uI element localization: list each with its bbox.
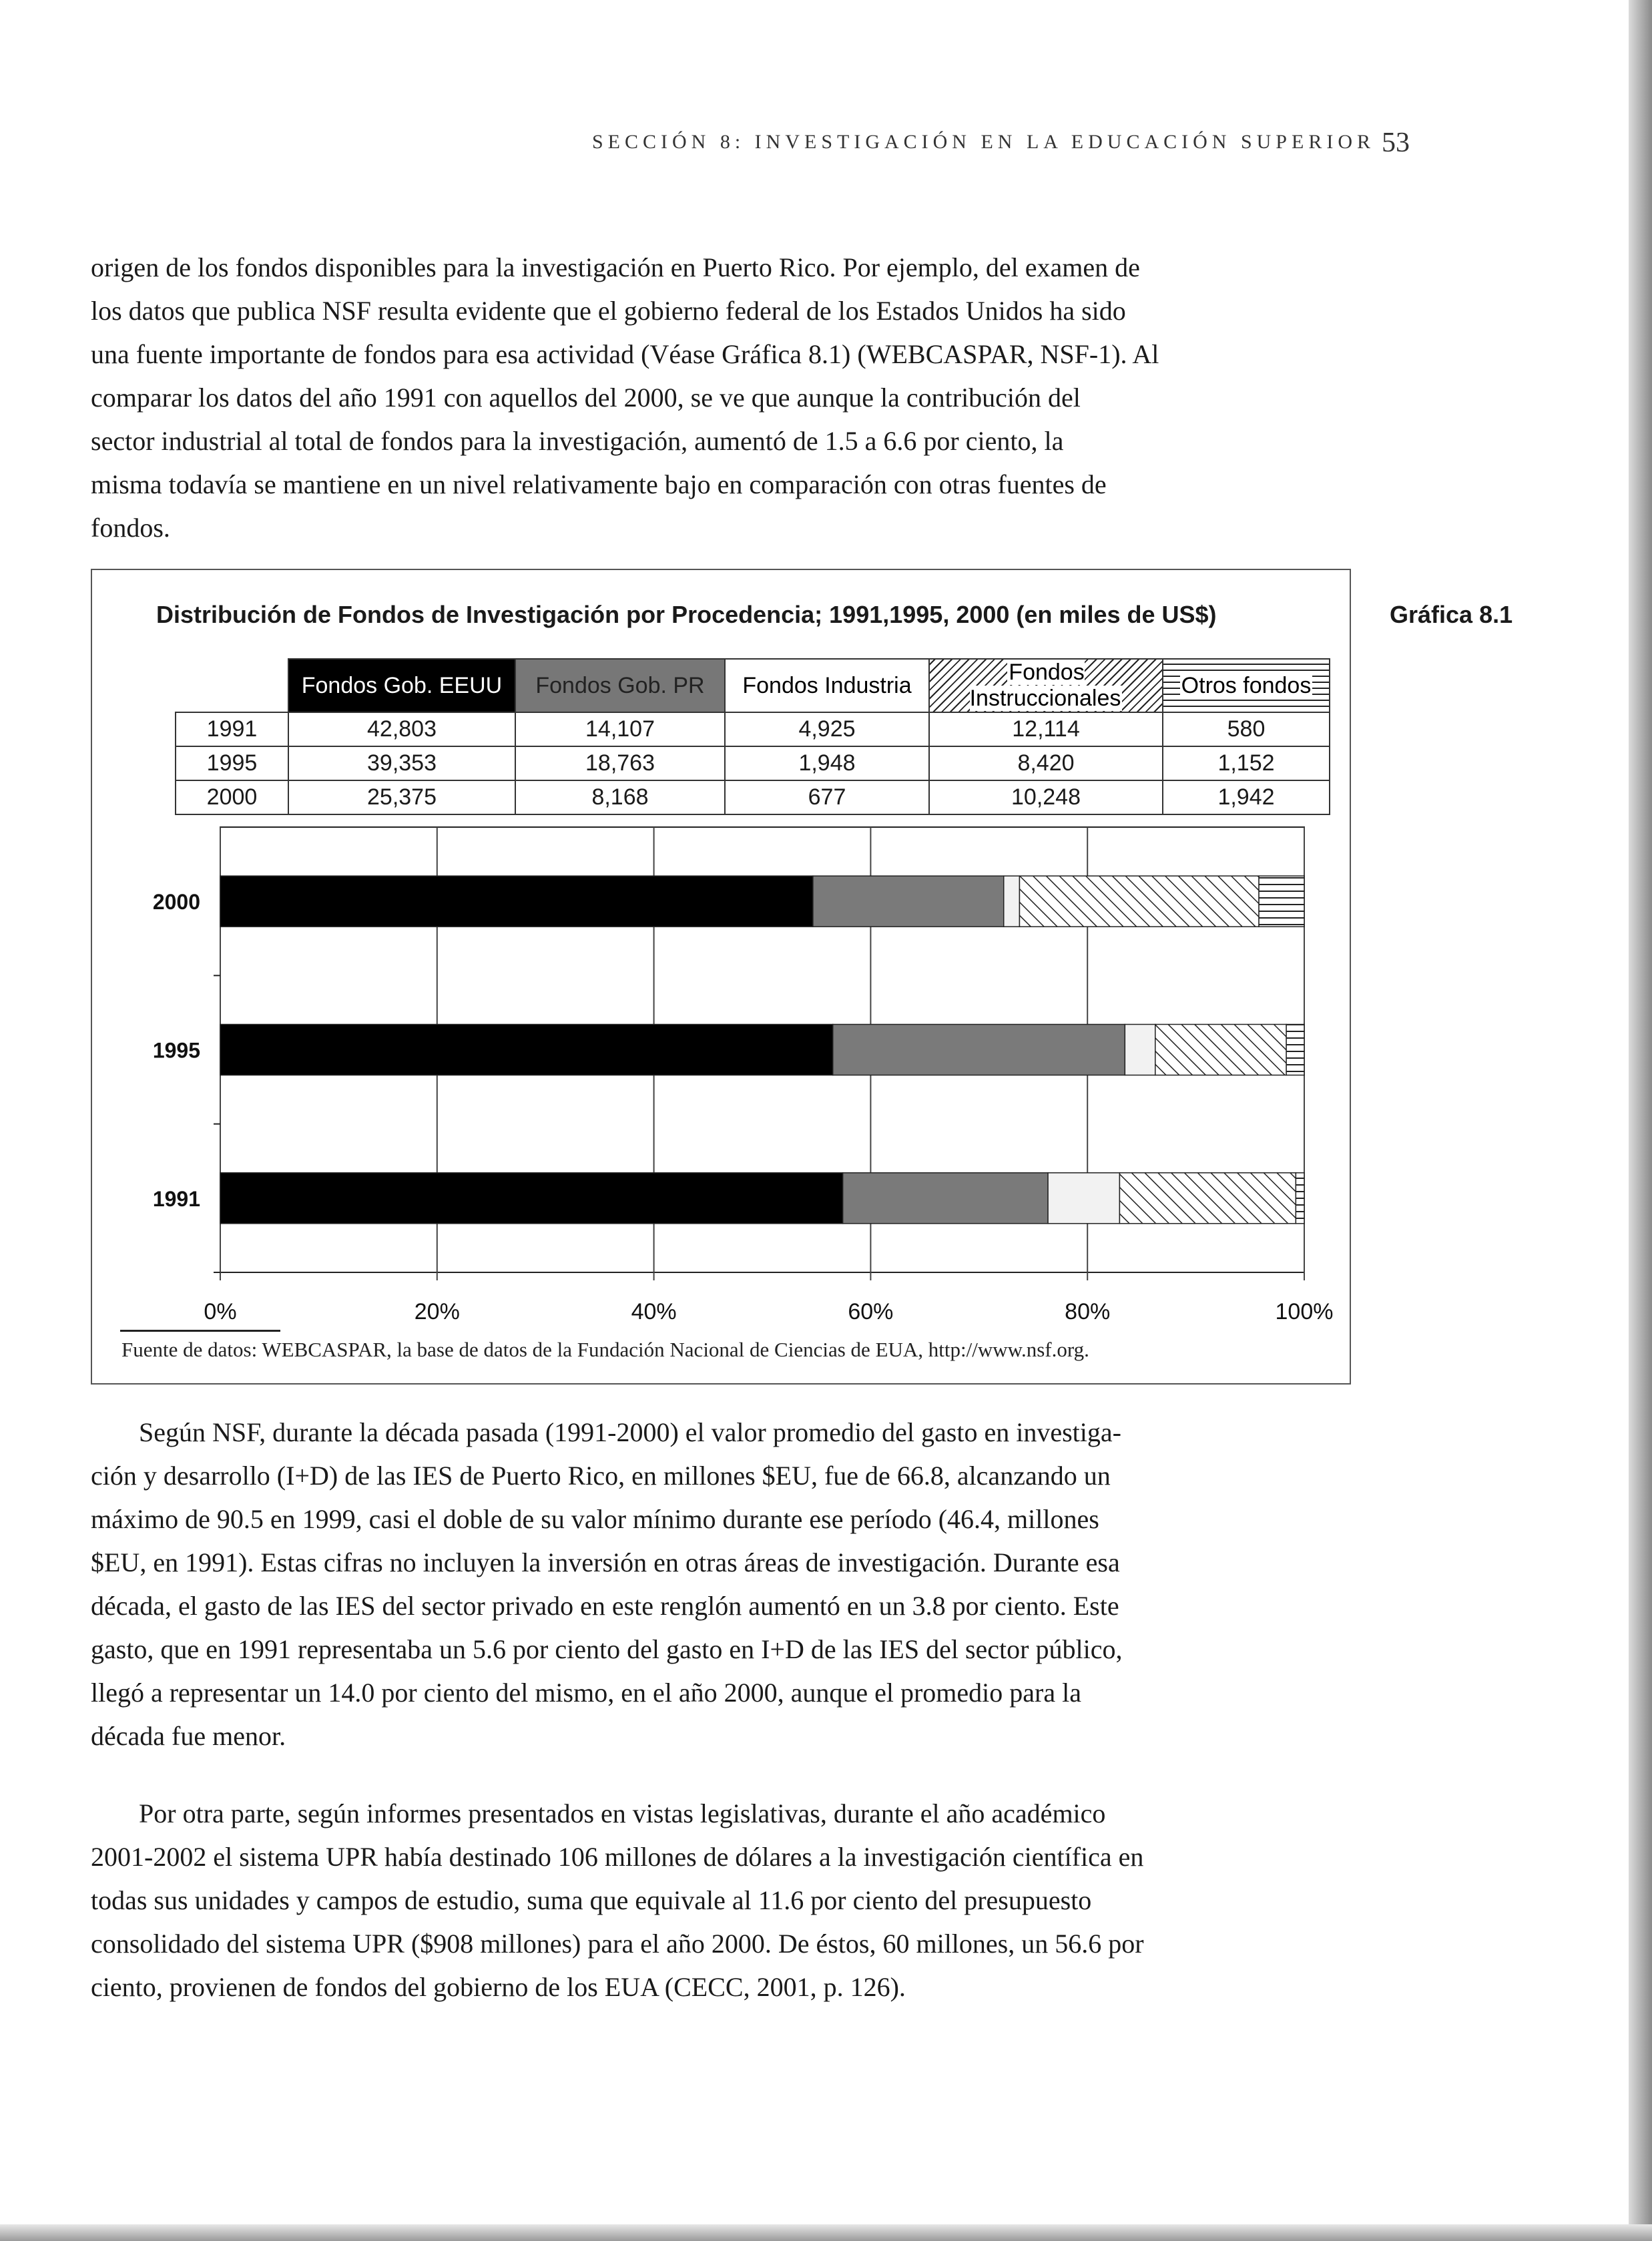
- x-tick-label: 0%: [204, 1299, 237, 1324]
- source-rule: [120, 1330, 280, 1332]
- bar-segment-fondos-industria-1995: [1125, 1025, 1155, 1075]
- legend-industry-header: Fondos Industria: [725, 659, 929, 712]
- legend-pr-header: Fondos Gob. PR: [515, 659, 725, 712]
- bar-segment-otros-fondos-1991: [1296, 1173, 1304, 1224]
- paragraph-line: consolidado del sistema UPR ($908 millones) para el año 2000. De éstos, 60 millones, un 56.6 por: [91, 1929, 1144, 1959]
- paragraph-line: sector industrial al total de fondos para la investigación, aumentó de 1.5 a 6.6 por ciento, la: [91, 426, 1064, 456]
- bar-segment-fondos-gob-eeuu-1995: [220, 1025, 833, 1075]
- table-cell: 4,925: [725, 712, 929, 746]
- page-number: 53: [1382, 128, 1410, 158]
- figure-source: Fuente de datos: WEBCASPAR, la base de datos de la Fundación Nacional de Ciencias de EUA, http://www.nsf.org.: [121, 1338, 1089, 1361]
- x-tick-label: 80%: [1065, 1299, 1111, 1324]
- table-year-cell: 2000: [176, 780, 288, 814]
- paragraph-line: una fuente importante de fondos para esa actividad (Véase Gráfica 8.1) (WEBCASPAR, NSF-1). Al: [91, 339, 1159, 369]
- category-label: 2000: [152, 890, 200, 915]
- table-cell: 14,107: [515, 712, 725, 746]
- table-cell: 8,168: [515, 780, 725, 814]
- figure-label: Gráfica 8.1: [1390, 601, 1513, 628]
- paragraph-line: fondos.: [91, 513, 170, 543]
- paragraph-line: misma todavía se mantiene en un nivel relativamente bajo en comparación con otras fuentes de: [91, 469, 1107, 499]
- paragraph-line: década fue menor.: [91, 1721, 286, 1751]
- table-year-cell: 1991: [176, 712, 288, 746]
- legend-other-label: Otros fondos: [1181, 672, 1312, 698]
- paragraph-line: ciento, provienen de fondos del gobierno de los EUA (CECC, 2001, p. 126).: [91, 1972, 906, 2002]
- table-cell: 25,375: [288, 780, 515, 814]
- table-cell: 1,152: [1163, 746, 1330, 780]
- paragraph-line: década, el gasto de las IES del sector privado en este renglón aumentó en un 3.8 por ciento. Este: [91, 1591, 1119, 1621]
- table-cell: 1,948: [725, 746, 929, 780]
- page-edge-right: [1629, 0, 1652, 2241]
- bar-segment-fondos-instruccionales-1995: [1155, 1025, 1286, 1075]
- table-cell: 18,763: [515, 746, 725, 780]
- paragraph-line: Por otra parte, según informes presentados en vistas legislativas, durante el año académico: [139, 1798, 1106, 1828]
- paragraph-line: máximo de 90.5 en 1999, casi el doble de su valor mínimo durante ese período (46.4, millones: [91, 1504, 1099, 1534]
- paragraph-line: origen de los fondos disponibles para la investigación en Puerto Rico. Por ejemplo, del examen de: [91, 252, 1140, 282]
- table-year-cell: 1995: [176, 746, 288, 780]
- paragraph-3: [91, 1792, 1351, 2009]
- paragraph-line: llegó a representar un 14.0 por ciento del mismo, en el año 2000, aunque el promedio para la: [91, 1678, 1081, 1708]
- legend-instructional-label: Fondos Instruccionales: [969, 660, 1121, 711]
- bar-segment-otros-fondos-1995: [1286, 1025, 1304, 1075]
- category-label: 1995: [152, 1038, 200, 1063]
- bar-segment-fondos-gob-pr-1991: [843, 1173, 1048, 1224]
- bar-segment-fondos-gob-eeuu-2000: [220, 876, 813, 927]
- table-cell: 580: [1163, 712, 1330, 746]
- bar-segment-fondos-gob-pr-1995: [833, 1025, 1125, 1075]
- table-cell: 39,353: [288, 746, 515, 780]
- paragraph-line: comparar los datos del año 1991 con aquellos del 2000, se ve que aunque la contribución del: [91, 383, 1081, 413]
- x-tick-label: 100%: [1275, 1299, 1334, 1324]
- bar-segment-fondos-instruccionales-1991: [1119, 1173, 1296, 1224]
- bar-segment-fondos-gob-pr-2000: [813, 876, 1004, 927]
- bar-segment-otros-fondos-2000: [1259, 876, 1304, 927]
- bar-segment-fondos-instruccionales-2000: [1019, 876, 1259, 927]
- chart-figure: [91, 569, 1351, 1385]
- category-label: 1991: [152, 1186, 200, 1211]
- bar-segment-fondos-industria-2000: [1004, 876, 1020, 927]
- bar-segment-fondos-industria-1991: [1048, 1173, 1119, 1224]
- paragraph-line: gasto, que en 1991 representaba un 5.6 por ciento del gasto en I+D de las IES del sector público,: [91, 1634, 1123, 1664]
- x-tick-label: 60%: [848, 1299, 894, 1324]
- chart-title: Distribución de Fondos de Investigación por Procedencia; 1991,1995, 2000 (en miles de US$): [156, 601, 1217, 628]
- paragraph-line: todas sus unidades y campos de estudio, suma que equivale al 11.6 por ciento del presupuesto: [91, 1885, 1092, 1915]
- table-cell: 42,803: [288, 712, 515, 746]
- bar-chart: [92, 570, 1350, 1383]
- paragraph-line: 2001-2002 el sistema UPR había destinado 106 millones de dólares a la investigación científica en: [91, 1842, 1144, 1872]
- paragraph-line: ción y desarrollo (I+D) de las IES de Puerto Rico, en millones $EU, fue de 66.8, alcanzando un: [91, 1461, 1111, 1491]
- table-cell: 12,114: [929, 712, 1163, 746]
- x-tick-label: 40%: [631, 1299, 677, 1324]
- table-cell: 10,248: [929, 780, 1163, 814]
- running-head: SECCIÓN 8: INVESTIGACIÓN EN LA EDUCACIÓN SUPERIOR: [591, 131, 1375, 153]
- bar-segment-fondos-gob-eeuu-1991: [220, 1173, 843, 1224]
- x-tick-label: 20%: [414, 1299, 460, 1324]
- paragraph-2: [91, 1411, 1351, 1758]
- paragraph-line: los datos que publica NSF resulta evidente que el gobierno federal de los Estados Unidos ha sido: [91, 296, 1126, 326]
- legend-usa-header: Fondos Gob. EEUU: [288, 659, 515, 712]
- table-cell: 677: [725, 780, 929, 814]
- table-cell: 1,942: [1163, 780, 1330, 814]
- paragraph-1: [91, 246, 1351, 549]
- table-cell: 8,420: [929, 746, 1163, 780]
- paragraph-line: $EU, en 1991). Estas cifras no incluyen la inversión en otras áreas de investigación. Durante esa: [91, 1547, 1120, 1577]
- page-edge-bottom: [0, 2224, 1652, 2241]
- paragraph-line: Según NSF, durante la década pasada (1991-2000) el valor promedio del gasto en investiga-: [139, 1417, 1121, 1447]
